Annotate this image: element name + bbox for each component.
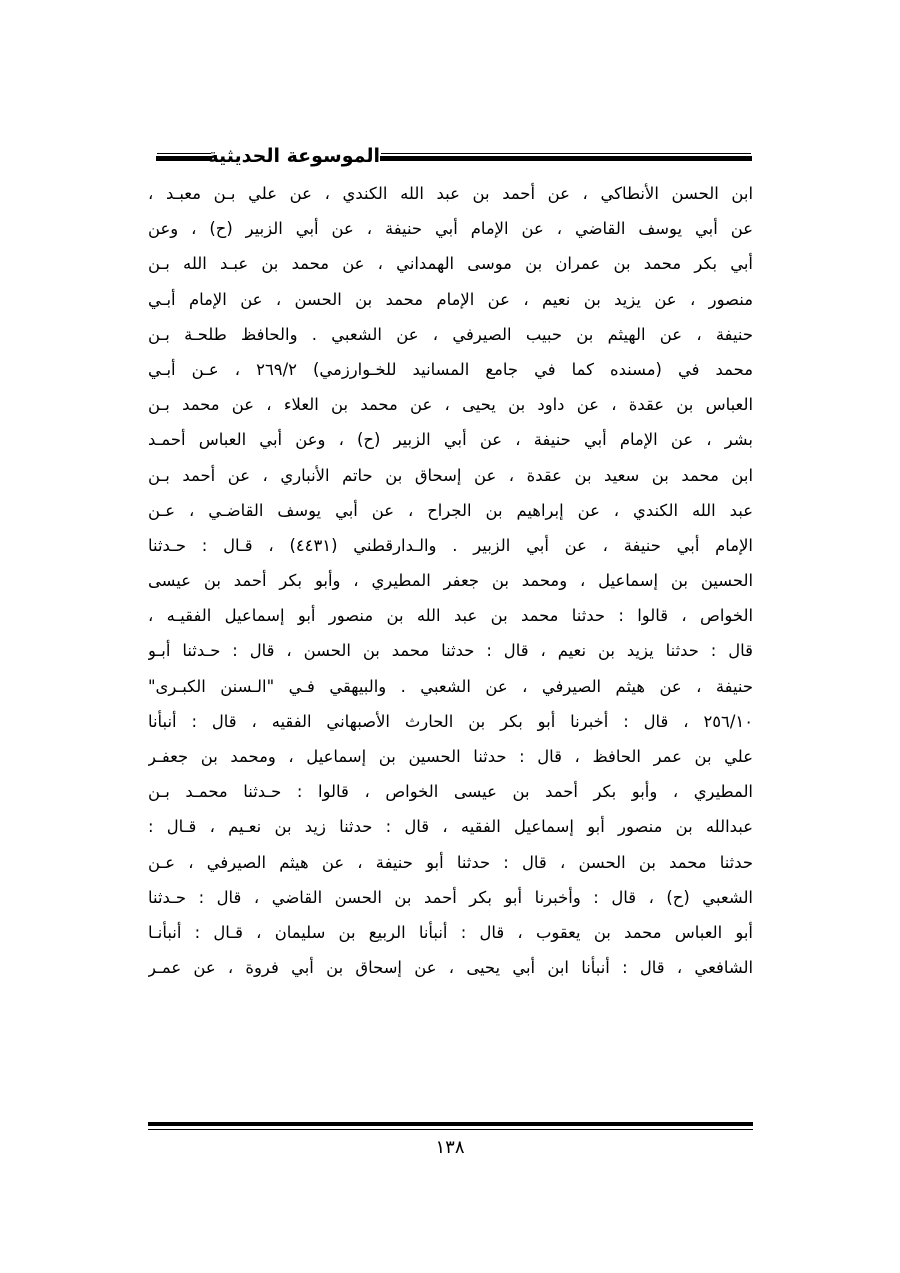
text-line: الخواص ، قالوا : حدثنا محمد بن عبد الله بن منصور أبو إسماعيل الفقيـه ، [148,606,753,626]
text-line: حنيفة ، عن هيثم الصيرفي ، عن الشعبي . والبيهقي فـي "الـسنن الكبـرى" [148,676,753,696]
text-line: علي بن عمر الحافظ ، قال : حدثنا الحسين بن إسماعيل ، ومحمد بن جعفـر [148,747,753,766]
text-line: الشافعي ، قال : أنبأنا ابن أبي يحيى ، عن إسحاق بن أبي فروة ، عن عمـر [148,958,753,978]
text-line: الحسين بن إسماعيل ، ومحمد بن جعفر المطيري ، وأبو بكر أحمد بن عيسى [148,571,753,591]
header-rule-left [156,156,212,161]
text-line: العباس بن عقدة ، عن داود بن يحيى ، عن محمد بن العلاء ، عن محمد بـن [148,395,753,415]
text-line: محمد في (مسنده كما في جامع المسانيد للخـوارزمي) ٢٦٩/٢ ، عـن أبـي [148,359,753,379]
text-line: بشر ، عن الإمام أبي حنيفة ، عن أبي الزبير (ح) ، وعن أبي العباس أحمـد [148,430,753,450]
text-line: المطيري ، وأبو بكر أحمد بن عيسى الخواص ، قالوا : حـدثنا محمـد بـن [148,782,753,802]
text-line: الشعبي (ح) ، قال : وأخبرنا أبو بكر أحمد بن الحسن القاضي ، قال : حـدثنا [148,887,753,907]
text-line: قال : حدثنا يزيد بن نعيم ، قال : حدثنا محمد بن الحسن ، قال : حـدثنا أبـو [148,641,753,661]
text-line: حنيفة ، عن الهيثم بن حبيب الصيرفي ، عن الشعبي . والحافظ طلحـة بـن [148,324,753,344]
text-line: منصور ، عن يزيد بن نعيم ، عن الإمام محمد بن الحسن ، عن الإمام أبـي [148,289,753,309]
text-line: عبد الله الكندي ، عن إبراهيم بن الجراح ، عن أبي يوسف القاضـي ، عـن [148,500,753,520]
header-rule-right [380,156,752,161]
text-line: ٢٥٦/١٠ ، قال : أخبرنا أبو بكر بن الحارث الأصبهاني الفقيه ، قال : أنبأنا [148,711,753,731]
text-line: حدثنا محمد بن الحسن ، قال : حدثنا أبو حنيفة ، عن هيثم الصيرفي ، عـن [148,852,753,872]
page-number: ١٣٨ [435,1137,465,1158]
text-line: الإمام أبي حنيفة ، عن أبي الزبير . والـدارقطني (٤٤٣١) ، قـال : حـدثنا [148,535,753,555]
header-title: الموسوعة الحديثية [207,145,380,167]
text-line: عبدالله بن منصور أبو إسماعيل الفقيه ، قال : حدثنا زيد بن نعـيم ، قـال : [148,817,753,837]
text-line: ابن الحسن الأنطاكي ، عن أحمد بن عبد الله الكندي ، عن علي بـن معبـد ، [148,184,753,203]
text-line: ابن محمد بن سعيد بن عقدة ، عن إسحاق بن حاتم الأنباري ، عن أحمد بـن [148,465,753,485]
body-text [148,176,753,1096]
footer-rule-thin [148,1129,753,1130]
text-line: أبو العباس محمد بن يعقوب ، قال : أنبأنا الربيع بن سليمان ، قـال : أنبأنـا [148,922,753,942]
text-line: عن أبي يوسف القاضي ، عن الإمام أبي حنيفة ، عن أبي الزبير (ح) ، وعن [148,219,753,239]
text-line: أبي بكر محمد بن عمران بن موسى الهمداني ، عن محمد بن عبـد الله بـن [148,254,753,274]
footer-rule-thick [148,1122,753,1126]
running-header [148,140,753,174]
